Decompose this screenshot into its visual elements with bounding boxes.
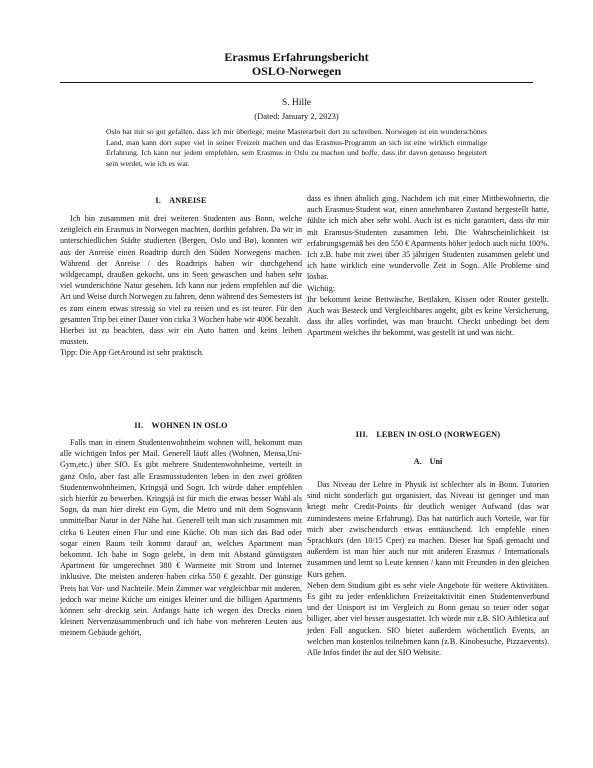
paragraph: Ihr bekommt keine Bettwäsche, Bettlaken, Kissen oder Router gestellt. Auch was Besteck und Vergleichbares angeht, gibt es keine Versicherung, dass ihr alles vorfindet, was man braucht. Checkt unbedingt bei dem Apartment welches ihr bekommt, was gestellt ist und was nicht. [307,294,549,338]
paragraph: Neben dem Studium gibt es sehr viele Angebote für weitere Aktivitäten. Es gibt zu jeder erdenklichen Freizeitaktivität einen Studentenverbund und der Unisport ist im Vergleich zu Bonn genau so teuer oder sogar billiger, aber viel besser ausgestattet. Ich würde mir z.B. SIO Athletica auf jeden Fall angucken. SIO bietet außerdem wöchentlich Events, an welchen man kostenlos teilnehmen kann (z.B. Kinobesuche, Pizzaevents). Alle Infos findet ihr auf der SIO Website. [307,580,549,658]
paragraph: dass es ihnen ähnlich ging. Nachdem ich mit einer Mittbewohnerin, die auch Erasmus-Student war, einen annehmbaren Zustand hergestellt hatte, fühlte ich mich aber sehr wohl. Auch ist es nicht garantiert, dass ihr mir mit Eramsus-Studenten zusammen lebt. Die Wahrscheinlichkeit ist erfahrungsgemäß bei den 550 € Aparments höher jedoch auch nicht 100%. Ich z.B. habe mit zwei über 35 jährigen Studenten zusammen gelebt und ich hatte wirklich eine wundervolle Zeit in Sogn. Alle Probleme sind lösbar. [307,194,549,282]
section-heading-wohnen: II. WOHNEN IN OSLO [134,421,228,430]
subsection-heading-uni: A. Uni [413,457,443,466]
paragraph: Falls man in einem Studentenwohnheim wohnen will, bekommt man alle wichtigen Infos per Mail. Generell läuft alles (Wohnen, Mensa,Uni-Gym,etc.) über SIO. Es gibt mehrere Studentenwohnheime, verteilt in ganz Oslo, aber fast alle Erasmusstudenten leben in den zwei größten Studentenwohnheimen, Kringsjå und Sogn. Ich würde daher empfehlen sich hierfür zu bewerben. Kringsjå ist für mich die etwas besser Wahl als Sogn, da man hier direkt ein Gym, die Metro und mit dem Sognsvann unmittelbar Natur in der Nähe hat. Generell teilt man sich zusammen mit cirka 6 Leuten einen Flur und eine Küche. Ob man sich das Bad oder sogar einen Raum teilt kommt darauf an, welches Apartment man bekommt. Ich habe in Sogn gelebt, in dem mit Abstand günstigsten Apartment für umgerechnet 380 € Warmeite mit Strom und Internet inklusive. Die meisten anderen haben cirka 550 € gezahlt. Der günstige Preis hat Vor- und Nachteile. Mein Zimmer war vergleichbar mit anderen, jedoch war meine Küche um einiges kleiner und die billigen Apartments können sehr dreckig sein. Anfangs hatte ich wegen des Drecks einen kleinen Nervenzusammenbruch und ich habe von mehreren Leuten aus meinem Gebäude gehört, [60,438,302,638]
paragraph: Ich bin zusammen mit drei weiteren Studenten aus Bonn, welche zeitgleich ein Erasmus in Norwegen machten, dorthin gefahren. Da wir in unterschiedlichen Städte studierten (Bergen, Oslo und Bø), konnten wir aus der Anreise einen Roadtrip durch den Süden Norwegens machen. Während der Anreise / des Roadtrips haben wir durchgehend wildgecampt, draußen gekocht, uns in Seen gewaschen und haben sehr viel wunderschöne Natur gesehen. Ich kann nur jedem empfehlen auf die Art und Weise durch Norwegen zu fahren, denn während des Semesters ist es zum einem etwas stressig so viel zu reisen und es ist teurer. Für den gesamten Trip bei einer Dauer von cirka 3 Wochen habe wir 400€ bezahlt. [60,214,302,324]
section-leben-body [307,479,549,658]
section-wohnen-body [60,437,302,639]
section-heading-anreise: I. ANREISE [155,196,207,205]
abstract: Oslo hat mir so gut gefallen, dass ich mir überlege, meine Masterarbeit dort zu schreiben. Norwegen ist ein wunderschönes Land, man kann dort super viel in seiner Freizeit machen und das Erasmus-Programm an sich ist eine wirklich einmalige Erfahrung. Ich kann nur jedem empfehlen, sein Erasmus in Oslo zu machen und hoffe, dass ihr davon genauso begeistert sein werdet, wie ich es war. [106,127,487,168]
section-heading-leben: III. LEBEN IN OSLO (NORWEGEN) [355,430,501,439]
paragraph: Das Niveau der Lehre in Physik ist schlechter als in Bonn. Tutorien sind nicht sonderlich gut organisiert, das Niveau ist geringer und man kriegt mehr Credit-Points für deutlich weniger Aufwand (das war zumindestens meine Erfahrung). Das hat natürlich auch Vorteile, war für mich aber zwischendurch etwas enttäuschend. Ich empfehle einen Sprachkurs (den 10/15 Cper) zu machen. Dieser hat Spaß gemacht und außerdem ist man hier auch nur mit anderen Erasmus / Internationals zusammen und lernt so Leute kennen / kann mit Freunden in den gleichen Kurs gehen. [307,480,549,579]
paragraph: Wichtig: [307,283,335,293]
date-line: (Dated: January 2, 2023) [254,111,339,121]
paragraph: Tipp: Die App GetAround ist sehr praktisch. [60,348,204,358]
section-anreise-body [60,213,302,359]
paper-title: Erasmus Erfahrungsbericht [224,50,369,64]
title-rule [60,82,533,83]
paragraph: Hierbei ist zu beachten, dass wir ein Auto hatten und keins leihen mussten. [60,326,302,347]
section-wohnen-continued [307,193,549,339]
author-name: S. Hille [281,98,312,108]
paper-subtitle: OSLO-Norwegen [251,64,342,78]
